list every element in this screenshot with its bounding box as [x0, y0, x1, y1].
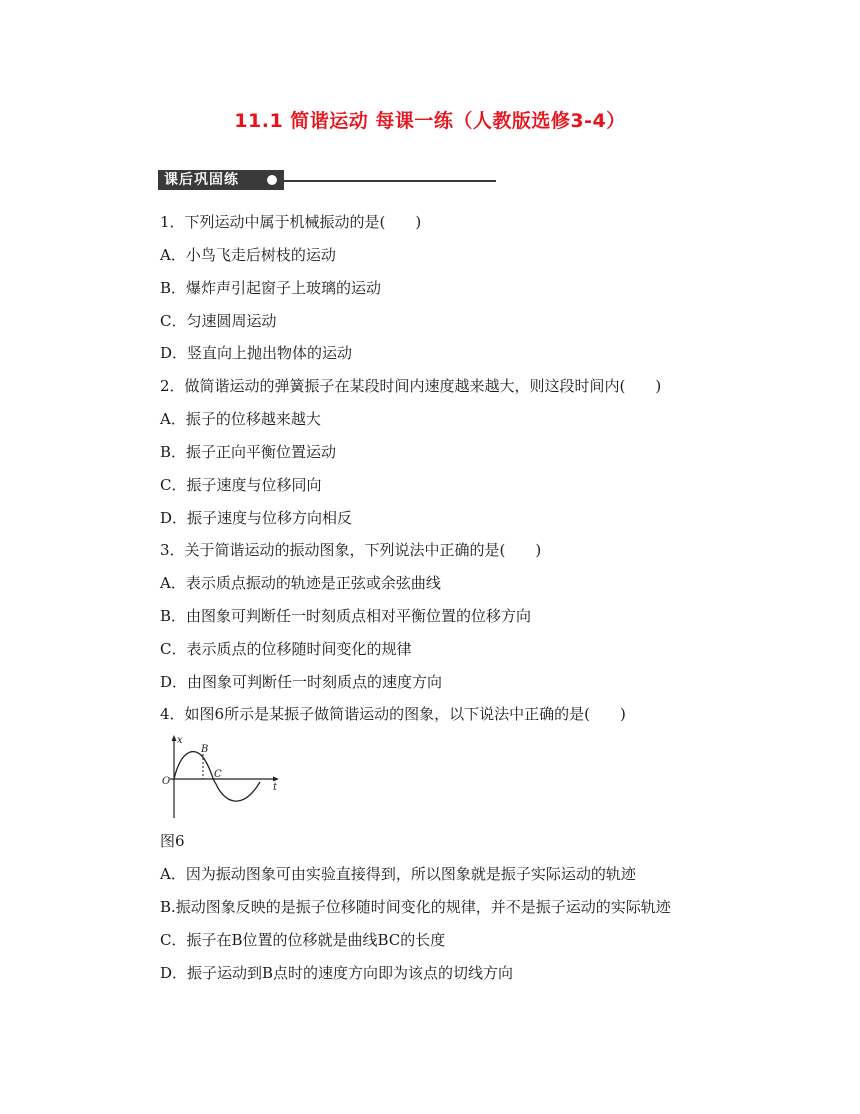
page-title: 11.1 简谐运动 每课一练（人教版选修3-4）: [234, 110, 626, 132]
question-4-option-d: D．振子运动到B点时的速度方向即为该点的切线方向: [160, 964, 514, 982]
question-4-option-b: B.振动图象反映的是振子位移随时间变化的规律，并不是振子运动的实际轨迹: [160, 898, 671, 916]
x-axis-label: t: [273, 782, 278, 793]
question-3-option-b: B．由图象可判断任一时刻质点相对平衡位置的位移方向: [160, 607, 532, 625]
question-3-stem: 3．关于简谐运动的振动图象，下列说法中正确的是( ): [160, 541, 542, 559]
question-3-option-c: C．表示质点的位移随时间变化的规律: [160, 640, 412, 658]
section-label: 课后巩固练: [158, 170, 284, 190]
question-4-option-c: C．振子在B位置的位移就是曲线BC的长度: [160, 931, 446, 949]
question-1-stem: 1．下列运动中属于机械振动的是( ): [160, 213, 422, 231]
point-c-label: C: [214, 769, 222, 780]
x-axis-arrow-icon: [273, 777, 279, 782]
question-3-option-a: A．表示质点振动的轨迹是正弦或余弦曲线: [160, 574, 441, 592]
section-divider: [284, 180, 496, 182]
y-axis-label: x: [177, 735, 183, 746]
origin-label: O: [162, 776, 171, 787]
question-2-option-b: B．振子正向平衡位置运动: [160, 443, 337, 461]
question-2-option-d: D．振子速度与位移方向相反: [160, 509, 353, 527]
vibration-graph-figure: [160, 734, 284, 822]
question-2-stem: 2．做简谐运动的弹簧振子在某段时间内速度越来越大，则这段时间内( ): [160, 377, 662, 395]
question-1-option-b: B．爆炸声引起窗子上玻璃的运动: [160, 279, 382, 297]
question-2-option-a: A．振子的位移越来越大: [160, 410, 321, 428]
bullet-dot-icon: [267, 175, 277, 185]
question-3-option-d: D．由图象可判断任一时刻质点的速度方向: [160, 673, 443, 691]
question-4-stem: 4．如图6所示是某振子做简谐运动的图象，以下说法中正确的是( ): [160, 705, 626, 723]
section-header: [158, 170, 498, 190]
point-b-label: B: [201, 744, 209, 755]
question-4-option-a: A．因为振动图象可由实验直接得到，所以图象就是振子实际运动的轨迹: [160, 865, 636, 883]
question-2-option-c: C．振子速度与位移同向: [160, 476, 322, 494]
y-axis-arrow-icon: [172, 735, 177, 741]
question-1-option-d: D．竖直向上抛出物体的运动: [160, 344, 353, 362]
figure-caption: 图6: [160, 832, 185, 850]
question-1-option-a: A．小鸟飞走后树枝的运动: [160, 246, 336, 264]
question-1-option-c: C．匀速圆周运动: [160, 312, 277, 330]
